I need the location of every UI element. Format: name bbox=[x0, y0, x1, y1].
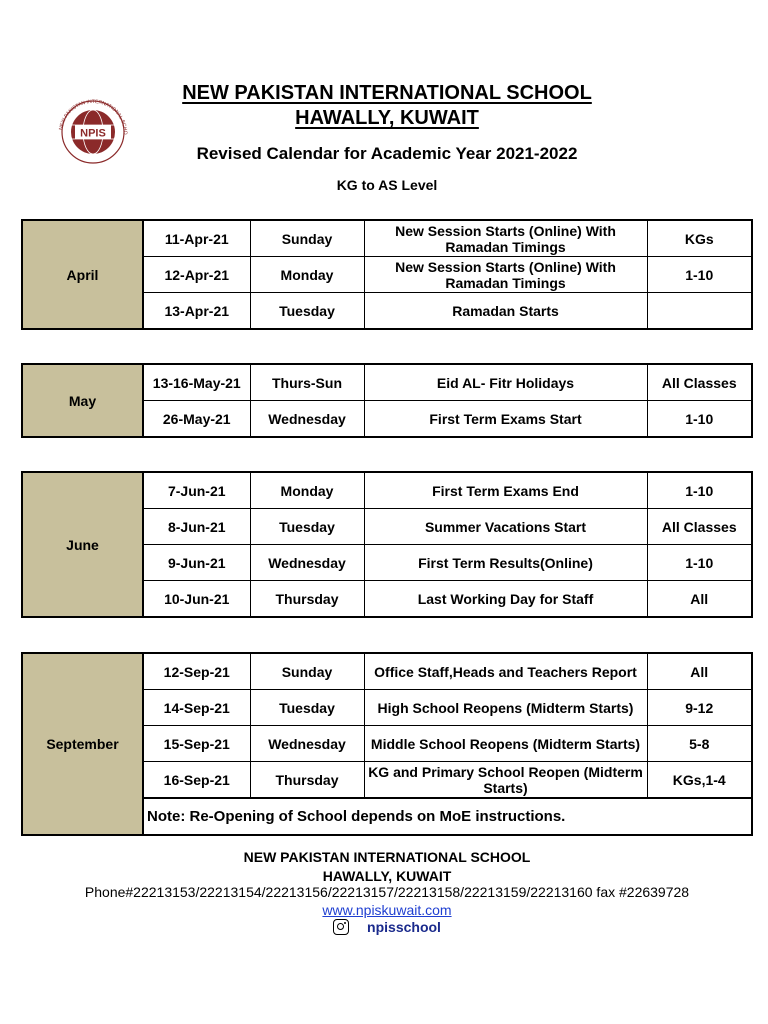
classes-cell: All bbox=[647, 653, 752, 690]
event-cell: High School Reopens (Midterm Starts) bbox=[364, 690, 647, 726]
date-cell: 9-Jun-21 bbox=[143, 545, 250, 581]
event-cell: First Term Exams Start bbox=[364, 401, 647, 438]
classes-cell: KGs bbox=[647, 220, 752, 257]
event-cell: Last Working Day for Staff bbox=[364, 581, 647, 618]
instagram-icon bbox=[333, 919, 349, 935]
day-cell: Tuesday bbox=[250, 509, 364, 545]
date-cell: 8-Jun-21 bbox=[143, 509, 250, 545]
website-link[interactable]: www.npiskuwait.com bbox=[322, 902, 452, 918]
classes-cell: 1-10 bbox=[647, 257, 752, 293]
event-cell: New Session Starts (Online) With Ramadan Timings bbox=[364, 257, 647, 293]
calendar-title: Revised Calendar for Academic Year 2021-2022 bbox=[196, 144, 578, 163]
month-label: April bbox=[22, 220, 143, 329]
date-cell: 16-Sep-21 bbox=[143, 762, 250, 799]
footer-city: HAWALLY, KUWAIT bbox=[322, 868, 452, 884]
footer-phone: Phone#22213153/22213154/22213156/22213157/22213158/22213159/22213160 fax #22639728 bbox=[84, 884, 690, 900]
classes-cell: 1-10 bbox=[647, 472, 752, 509]
event-cell: Summer Vacations Start bbox=[364, 509, 647, 545]
classes-cell: 5-8 bbox=[647, 726, 752, 762]
classes-cell: 9-12 bbox=[647, 690, 752, 726]
date-cell: 26-May-21 bbox=[143, 401, 250, 438]
event-cell: New Session Starts (Online) With Ramadan Timings bbox=[364, 220, 647, 257]
table-row bbox=[22, 653, 752, 690]
event-cell: Middle School Reopens (Midterm Starts) bbox=[364, 726, 647, 762]
classes-cell: All bbox=[647, 581, 752, 618]
date-cell: 13-Apr-21 bbox=[143, 293, 250, 330]
day-cell: Monday bbox=[250, 257, 364, 293]
day-cell: Tuesday bbox=[250, 690, 364, 726]
day-cell: Thursday bbox=[250, 581, 364, 618]
day-cell: Thurs-Sun bbox=[250, 364, 364, 401]
date-cell: 10-Jun-21 bbox=[143, 581, 250, 618]
day-cell: Wednesday bbox=[250, 545, 364, 581]
date-cell: 14-Sep-21 bbox=[143, 690, 250, 726]
reopening-note: Note: Re-Opening of School depends on MoE instructions. bbox=[143, 798, 752, 835]
april-table bbox=[21, 219, 753, 330]
date-cell: 12-Sep-21 bbox=[143, 653, 250, 690]
september-table bbox=[21, 652, 753, 836]
event-cell: Ramadan Starts bbox=[364, 293, 647, 330]
instagram-label: npisschool bbox=[367, 919, 441, 935]
date-cell: 7-Jun-21 bbox=[143, 472, 250, 509]
event-cell: Eid AL- Fitr Holidays bbox=[364, 364, 647, 401]
day-cell: Wednesday bbox=[250, 726, 364, 762]
logo-ring-text: NEW PAKISTAN INTERNATIONAL SCHO bbox=[58, 98, 129, 135]
classes-cell: All Classes bbox=[647, 364, 752, 401]
event-cell: First Term Exams End bbox=[364, 472, 647, 509]
month-label: May bbox=[22, 364, 143, 437]
instagram-handle[interactable] bbox=[0, 919, 768, 935]
event-cell: First Term Results(Online) bbox=[364, 545, 647, 581]
day-cell: Thursday bbox=[250, 762, 364, 799]
day-cell: Monday bbox=[250, 472, 364, 509]
date-cell: 12-Apr-21 bbox=[143, 257, 250, 293]
table-row bbox=[22, 364, 752, 401]
month-label: June bbox=[22, 472, 143, 617]
date-cell: 13-16-May-21 bbox=[143, 364, 250, 401]
classes-cell bbox=[647, 293, 752, 330]
day-cell: Sunday bbox=[250, 653, 364, 690]
level-label: KG to AS Level bbox=[336, 177, 438, 193]
table-row bbox=[22, 472, 752, 509]
day-cell: Tuesday bbox=[250, 293, 364, 330]
classes-cell: All Classes bbox=[647, 509, 752, 545]
day-cell: Sunday bbox=[250, 220, 364, 257]
classes-cell: KGs,1-4 bbox=[647, 762, 752, 799]
logo-initials: NPIS bbox=[80, 127, 106, 140]
date-cell: 15-Sep-21 bbox=[143, 726, 250, 762]
event-cell: Office Staff,Heads and Teachers Report bbox=[364, 653, 647, 690]
school-name: NEW PAKISTAN INTERNATIONAL SCHOOL bbox=[182, 82, 592, 104]
school-city: HAWALLY, KUWAIT bbox=[295, 107, 479, 129]
day-cell: Wednesday bbox=[250, 401, 364, 438]
table-row bbox=[22, 220, 752, 257]
date-cell: 11-Apr-21 bbox=[143, 220, 250, 257]
footer-school-name: NEW PAKISTAN INTERNATIONAL SCHOOL bbox=[243, 849, 531, 865]
may-table bbox=[21, 363, 753, 438]
june-table bbox=[21, 471, 753, 618]
event-cell: KG and Primary School Reopen (Midterm Starts) bbox=[364, 762, 647, 799]
classes-cell: 1-10 bbox=[647, 401, 752, 438]
month-label: September bbox=[22, 653, 143, 835]
classes-cell: 1-10 bbox=[647, 545, 752, 581]
